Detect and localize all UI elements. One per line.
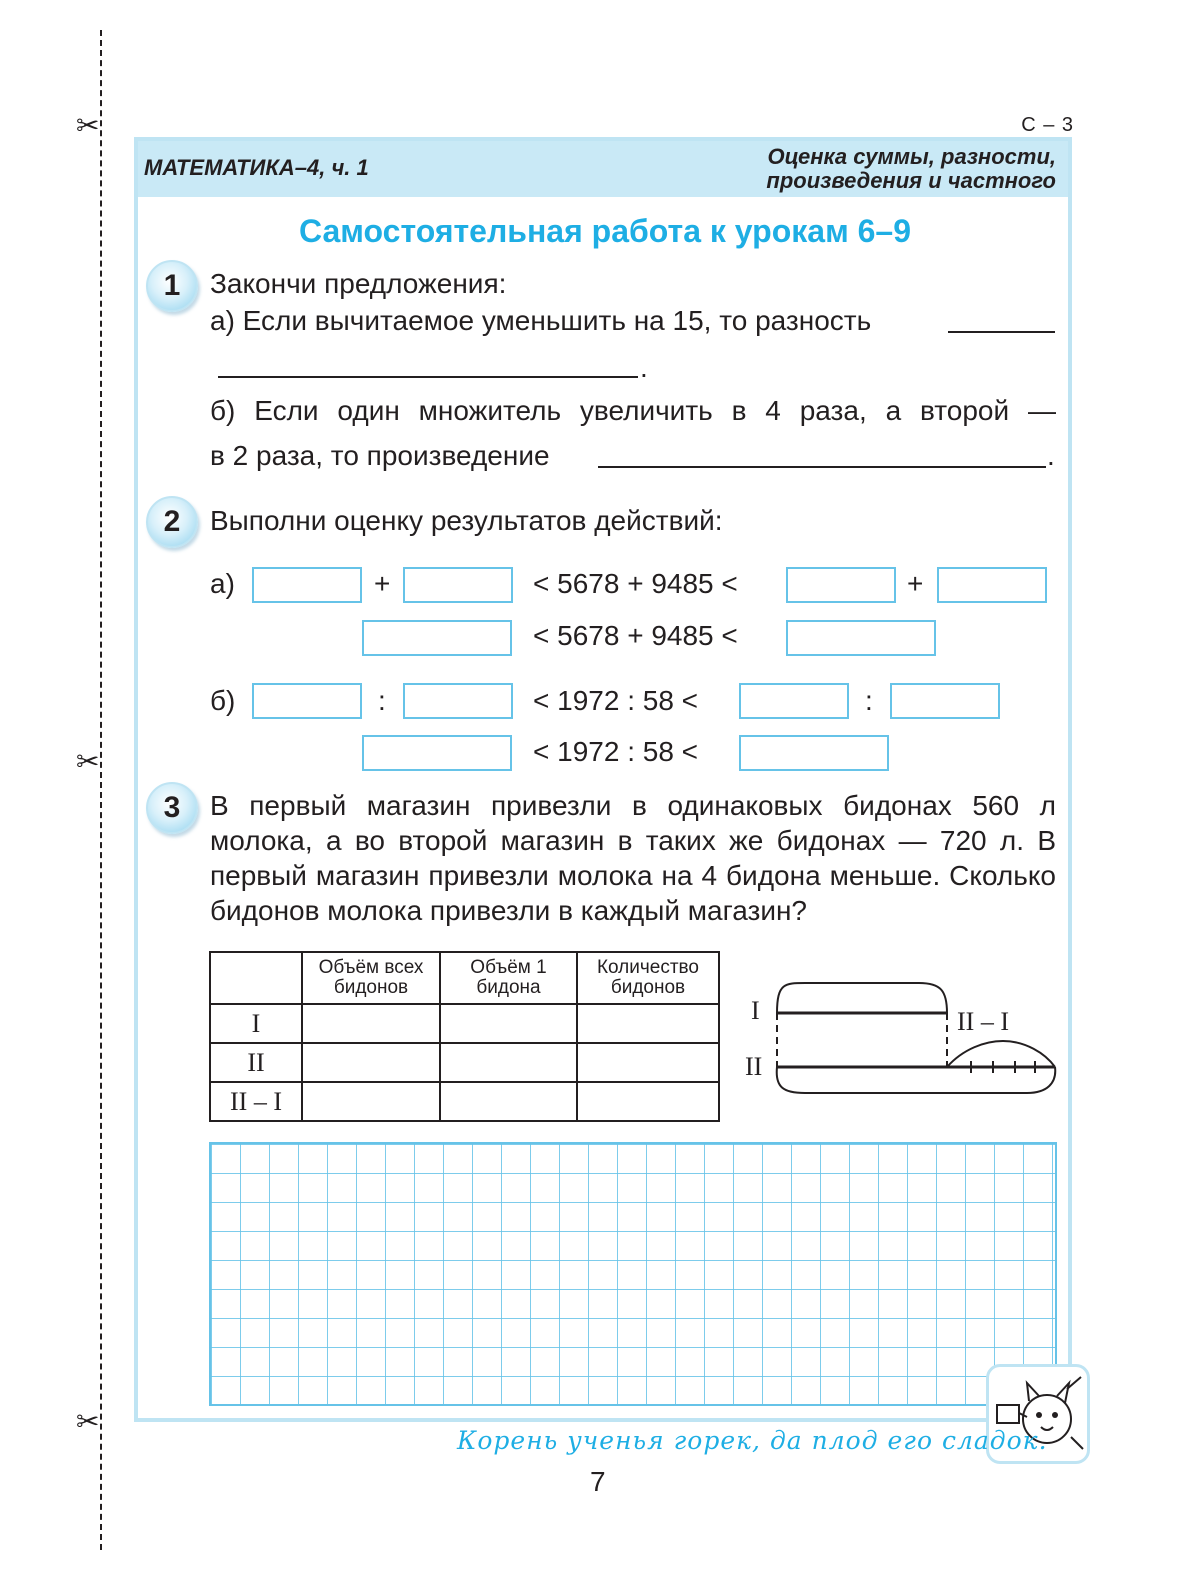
division-sign: : xyxy=(378,685,386,716)
answer-line[interactable] xyxy=(948,331,1055,333)
table-header-row xyxy=(210,952,719,1004)
table-header-cell: Объём 1 бидона xyxy=(440,952,577,1004)
scissors-icon: ✂ xyxy=(76,1405,100,1438)
task2-intro: Выполни оценку результатов действий: xyxy=(210,505,723,536)
table-row xyxy=(210,1043,719,1082)
diagram-label-first: I xyxy=(751,996,760,1025)
task1-b-text-line2: в 2 раза, то произведение xyxy=(210,440,550,471)
subject-label: МАТЕМАТИКА–4, ч. 1 xyxy=(144,155,369,180)
diagram-label-diff: II – I xyxy=(957,1007,1009,1036)
table-header-cell xyxy=(210,952,302,1004)
table-cell[interactable] xyxy=(302,1082,440,1121)
task1-intro: Закончи предложения: xyxy=(210,268,507,299)
cut-line xyxy=(100,30,102,1550)
estimate-box[interactable] xyxy=(252,683,362,719)
table-cell[interactable] xyxy=(577,1004,719,1043)
estimate-box[interactable] xyxy=(786,567,896,603)
segment-diagram xyxy=(745,975,1060,1125)
estimate-result-box[interactable] xyxy=(739,735,889,771)
table-header-cell: Объём всех бидонов xyxy=(302,952,440,1004)
page-code: С – 3 xyxy=(1021,114,1074,136)
row-label: II xyxy=(210,1043,302,1082)
task2-a-expression: < 5678 + 9485 < xyxy=(533,620,738,651)
diagram-label-second: II xyxy=(745,1052,763,1081)
answer-line[interactable] xyxy=(598,466,1046,468)
topic-label xyxy=(636,145,1056,193)
row-label: II – I xyxy=(210,1082,302,1121)
brace-diff xyxy=(947,1041,1055,1067)
task-number-badge: 1 xyxy=(146,260,198,312)
table-cell[interactable] xyxy=(440,1004,577,1043)
brace-second xyxy=(777,1067,1056,1093)
table-cell[interactable] xyxy=(577,1043,719,1082)
row-label: I xyxy=(210,1004,302,1043)
table-header-cell: Количество бидонов xyxy=(577,952,719,1004)
estimate-box[interactable] xyxy=(739,683,849,719)
page-number: 7 xyxy=(590,1466,606,1497)
answer-line[interactable] xyxy=(218,376,638,378)
estimate-result-box[interactable] xyxy=(362,620,512,656)
task2-a-label: а) xyxy=(210,568,235,599)
brace-first xyxy=(777,983,947,1013)
task1-a-text: а) Если вычитаемое уменьшить на 15, то разность xyxy=(210,305,872,336)
task2-b-label: б) xyxy=(210,685,236,716)
scissors-icon: ✂ xyxy=(76,109,100,142)
period: . xyxy=(1047,440,1055,471)
estimate-box[interactable] xyxy=(252,567,362,603)
table-cell[interactable] xyxy=(440,1082,577,1121)
task3-table xyxy=(209,951,720,1122)
task1-b-text-line1: б) Если один множитель увеличить в 4 раза, а второй — xyxy=(210,395,1056,426)
table-cell[interactable] xyxy=(302,1004,440,1043)
plus-sign: + xyxy=(907,568,924,599)
estimate-box[interactable] xyxy=(403,683,513,719)
division-sign: : xyxy=(865,685,873,716)
table-cell[interactable] xyxy=(577,1082,719,1121)
task2-a-expression: < 5678 + 9485 < xyxy=(533,568,738,599)
table-cell[interactable] xyxy=(440,1043,577,1082)
task-number-badge: 2 xyxy=(146,496,198,548)
task2-b-expression: < 1972 : 58 < xyxy=(533,685,699,716)
estimate-result-box[interactable] xyxy=(362,735,512,771)
task-number-badge: 3 xyxy=(146,782,198,834)
worksheet-header xyxy=(138,141,1068,197)
answer-grid[interactable] xyxy=(209,1142,1057,1406)
estimate-result-box[interactable] xyxy=(786,620,936,656)
scissors-icon: ✂ xyxy=(76,745,100,778)
task3-text: В первый магазин привезли в одинаковых бидонах 560 л молока, а во второй магазин в таких же бидонах — 720 л. В первый магазин привезли молока на 4 бидона меньше. Сколько бидонов молока привезли в каждый магазин? xyxy=(210,790,1056,926)
table-cell[interactable] xyxy=(302,1043,440,1082)
proverb: Корень ученья горек, да плод его сладок. xyxy=(457,1426,1048,1455)
topic-line-1: Оценка суммы, разности, xyxy=(767,144,1056,169)
table-row xyxy=(210,1082,719,1121)
period: . xyxy=(640,352,648,383)
table-row xyxy=(210,1004,719,1043)
plus-sign: + xyxy=(374,568,391,599)
topic-line-2: произведения и частного xyxy=(766,168,1056,193)
estimate-box[interactable] xyxy=(403,567,513,603)
task2-b-expression: < 1972 : 58 < xyxy=(533,736,699,767)
estimate-box[interactable] xyxy=(890,683,1000,719)
estimate-box[interactable] xyxy=(937,567,1047,603)
page-title: Самостоятельная работа к урокам 6–9 xyxy=(298,213,912,249)
